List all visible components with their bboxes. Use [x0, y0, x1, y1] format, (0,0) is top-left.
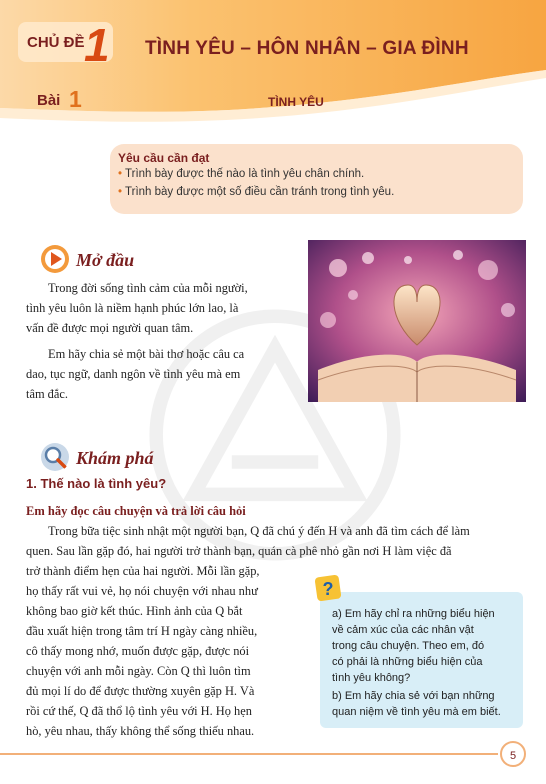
requirements-title: Yêu cầu cần đạt: [118, 151, 210, 165]
chude-label: CHỦ ĐỀ: [27, 34, 85, 51]
mo-dau-paragraph-1: Trong đời sống tình cảm của mỗi người, tình yêu luôn là niềm hạnh phúc lớn lao, là vấn đề được mọi người quan tâm.: [26, 281, 248, 335]
lesson-title: TÌNH YÊU: [268, 95, 324, 109]
question-mark-icon: [314, 574, 342, 602]
magnifier-icon: [40, 442, 70, 472]
book-heart-photo: [308, 240, 526, 402]
requirement-item: • Trình bày được thế nào là tình yêu chân chính.: [118, 168, 365, 180]
story-paragraph-narrow: họ thấy rất vui vẻ, họ nói chuyện với nhau như không bao giờ kết thúc. Hình ảnh của Q bắt đầu xuất hiện trong tâm trí H ngày càng nhiều, cô thấy mong nhớ, muốn được gặp, được nói chuyện với anh mỗi ngày. Còn Q thì luôn tìm đủ mọi lí do để được thường xuyên gặp H. Và rồi cứ thế, Q đã thổ lộ tình yêu với H. Họ hẹn hò, yêu nhau, thấy không thể sống thiếu nhau.: [26, 584, 258, 738]
kham-pha-title: Khám phá: [76, 448, 154, 468]
page-number: 5: [500, 741, 526, 767]
story-paragraph-full: Trong bữa tiệc sinh nhật một người bạn, Q đã chú ý đến H và anh đã tìm cách để làm quen. Sau lần gặp đó, hai người trở thành bạn, quán cà phê nhỏ gần nơi H làm việc đã trở thành điểm hẹn của hai người. Mỗi lần gặp,: [26, 524, 470, 578]
question-b: b) Em hãy chia sẻ với bạn những quan niệm về tình yêu mà em biết.: [332, 690, 501, 718]
requirement-item: • Trình bày được một số điều cần tránh trong tình yêu.: [118, 186, 395, 198]
mo-dau-title: Mở đầu: [76, 250, 135, 270]
lesson-number: 1: [69, 86, 82, 112]
question-box: [320, 592, 523, 728]
chapter-title: TÌNH YÊU – HÔN NHÂN – GIA ĐÌNH: [145, 38, 469, 59]
mo-dau-paragraph-2: Em hãy chia sẻ một bài thơ hoặc câu ca dao, tục ngữ, danh ngôn về tình yêu mà em tâm đắc.: [26, 347, 245, 401]
instruction-text: Em hãy đọc câu chuyện và trả lời câu hỏi: [26, 504, 246, 518]
footer-line: [0, 753, 498, 755]
subheading: 1. Thế nào là tình yêu?: [26, 476, 167, 491]
play-icon: [40, 244, 70, 274]
lesson-label: Bài: [37, 92, 61, 109]
question-a: a) Em hãy chỉ ra những biểu hiện về cảm xúc của các nhân vật trong câu chuyện. Theo em, đó có phải là những biểu hiện của tình yêu không?: [332, 608, 495, 684]
svg-text:?: ?: [322, 579, 334, 599]
chude-number: 1: [84, 19, 110, 71]
requirements-box: [110, 144, 523, 214]
